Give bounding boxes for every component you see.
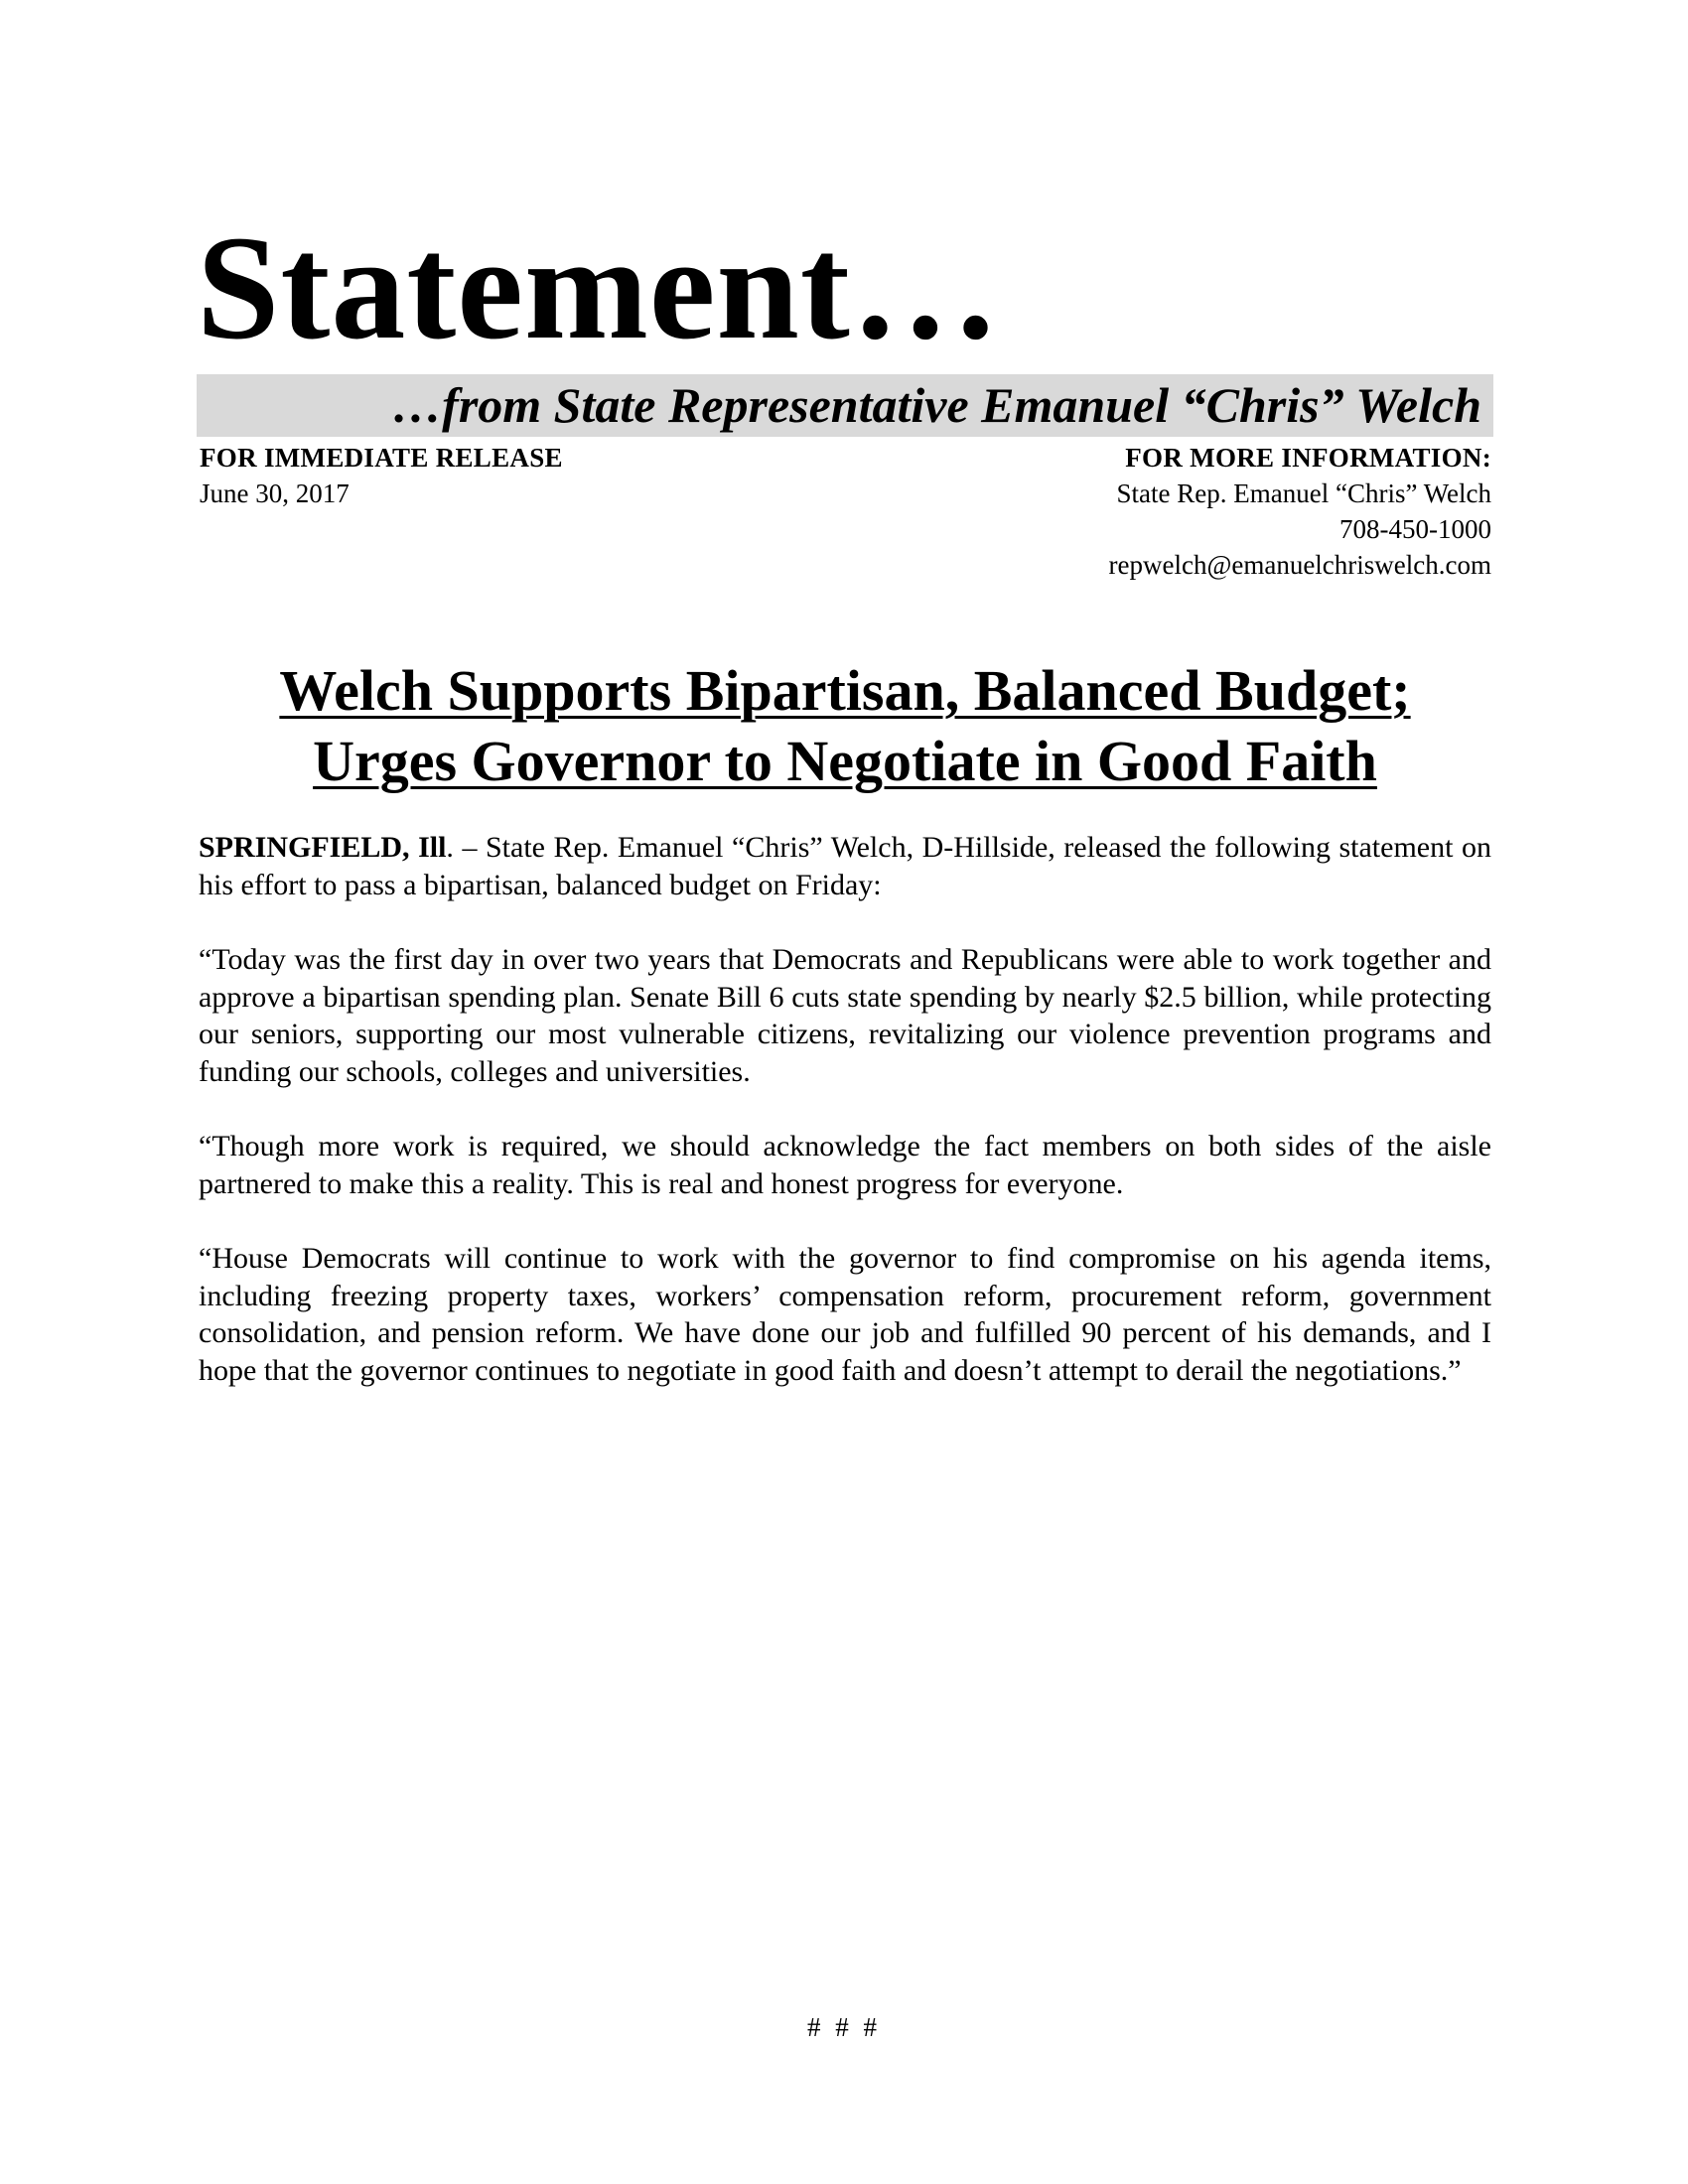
release-info <box>200 440 563 511</box>
contact-label: FOR MORE INFORMATION: <box>1125 443 1491 473</box>
contact-name: State Rep. Emanuel “Chris” Welch <box>1116 478 1491 508</box>
quote-paragraph-2: “Though more work is required, we should acknowledge the fact members on both sides of the aisle partnered to make this a reality. This is real and honest progress for everyone. <box>199 1130 1491 1200</box>
dateline: SPRINGFIELD, Ill <box>199 831 447 864</box>
headline-line-2: Urges Governor to Negotiate in Good Faith <box>313 729 1377 793</box>
quote-paragraph-3: “House Democrats will continue to work with the governor to find compromise on his agenda items, including freezing property taxes, workers’ compensation reform, procurement reform, government consolidation, and pension reform. We have done our job and fulfilled 90 percent of his demands, and I hope that the governor continues to negotiate in good faith and doesn’t attempt to derail the negotiations.” <box>199 1242 1491 1387</box>
contact-info <box>1109 440 1491 583</box>
from-line: …from State Representative Emanuel “Chris” Welch <box>392 377 1481 433</box>
end-mark: # # # <box>807 2012 881 2042</box>
intro-paragraph <box>199 829 1491 903</box>
headline-line-1: Welch Supports Bipartisan, Balanced Budget; <box>279 658 1411 723</box>
from-banner <box>197 374 1493 437</box>
release-date: June 30, 2017 <box>200 478 350 508</box>
contact-phone: 708-450-1000 <box>1339 514 1491 544</box>
statement-title: Statement… <box>197 205 1001 370</box>
intro-text: . – State Rep. Emanuel “Chris” Welch, D-Hillside, released the following statement on his effort to pass a bipartisan, balanced budget on Friday: <box>199 831 1491 901</box>
headline <box>197 655 1493 796</box>
release-label: FOR IMMEDIATE RELEASE <box>200 443 563 473</box>
body-text <box>199 829 1491 1427</box>
quote-paragraph-1: “Today was the first day in over two years that Democrats and Republicans were able to work together and approve a bipartisan spending plan. Senate Bill 6 cuts state spending by nearly $2.5 billion, while protecting our seniors, supporting our most vulnerable citizens, revitalizing our violence prevention programs and funding our schools, colleges and universities. <box>199 943 1491 1088</box>
contact-email: repwelch@emanuelchriswelch.com <box>1108 550 1491 580</box>
